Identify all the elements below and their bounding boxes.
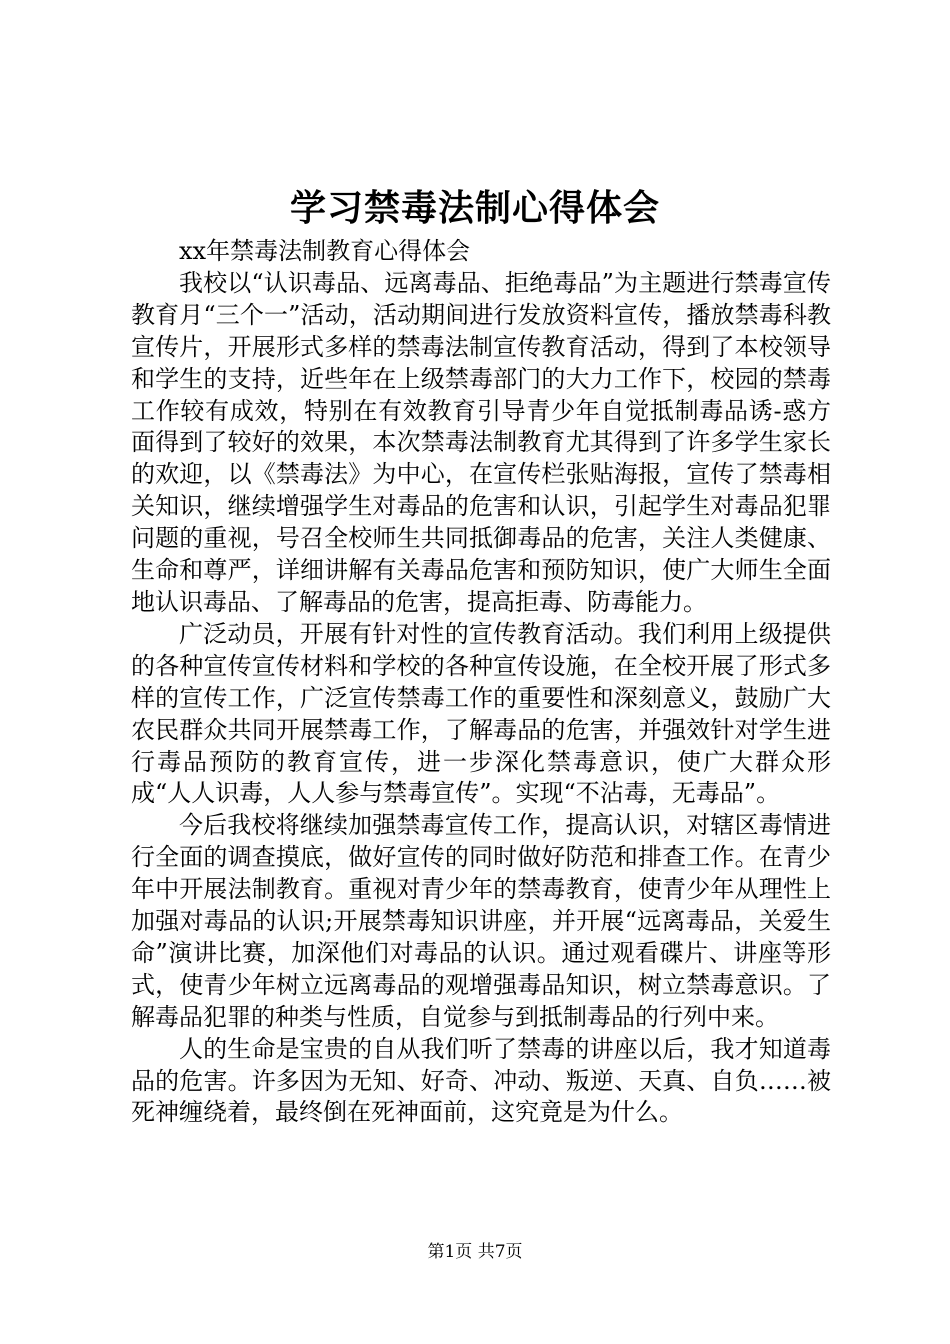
paragraph-3: 今后我校将继续加强禁毒宣传工作，提高认识，对辖区毒情进行全面的调查摸底，做好宣传的同时做好防范和排查工作。在青少年中开展法制教育。重视对青少年的禁毒教育，使青少年从理性上加强对毒品的认识;开展禁毒知识讲座，并开展“远离毒品，关爱生命”演讲比赛，加深他们对毒品的认识。通过观看碟片、讲座等形式，使青少年树立远离毒品的观增强毒品知识，树立禁毒意识。了解毒品犯罪的种类与性质，自觉参与到抵制毒品的行列中来。 <box>131 811 831 1031</box>
paragraph-4: 人的生命是宝贵的自从我们听了禁毒的讲座以后，我才知道毒品的危害。许多因为无知、好奇、冲动、叛逆、天真、自负……被死神缠绕着，最终倒在死神面前，这究竟是为什么。 <box>131 1034 831 1127</box>
document-body <box>131 236 831 1129</box>
page-number-footer: 第1页 共7页 <box>427 1242 523 1262</box>
document-title: 学习禁毒法制心得体会 <box>289 187 660 229</box>
paragraph-2: 广泛动员，开展有针对性的宣传教育活动。我们利用上级提供的各种宣传宣传材料和学校的各种宣传设施，在全校开展了形式多样的宣传工作，广泛宣传禁毒工作的重要性和深刻意义，鼓励广大农民群众共同开展禁毒工作，了解毒品的危害，并强效针对学生进行毒品预防的教育宣传，进一步深化禁毒意识，使广大群众形成“人人识毒，人人参与禁毒宣传”。实现“不沾毒，无毒品”。 <box>131 619 831 808</box>
paragraph-1: 我校以“认识毒品、远离毒品、拒绝毒品”为主题进行禁毒宣传教育月“三个一”活动，活动期间进行发放资料宣传，播放禁毒科教宣传片，开展形式多样的禁毒法制宣传教育活动，得到了本校领导和学生的支持，近些年在上级禁毒部门的大力工作下，校园的禁毒工作较有成效，特别在有效教育引导青少年自觉抵制毒品诱-惑方面得到了较好的效果，本次禁毒法制教育尤其得到了许多学生家长的欢迎，以《禁毒法》为中心，在宣传栏张贴海报，宣传了禁毒相关知识，继续增强学生对毒品的危害和认识，引起学生对毒品犯罪问题的重视，号召全校师生共同抵御毒品的危害，关注人类健康、生命和尊严，详细讲解有关毒品危害和预防知识，使广大师生全面地认识毒品、了解毒品的危害，提高拒毒、防毒能力。 <box>131 268 831 616</box>
subtitle-paragraph: xx年禁毒法制教育心得体会 <box>179 237 471 265</box>
